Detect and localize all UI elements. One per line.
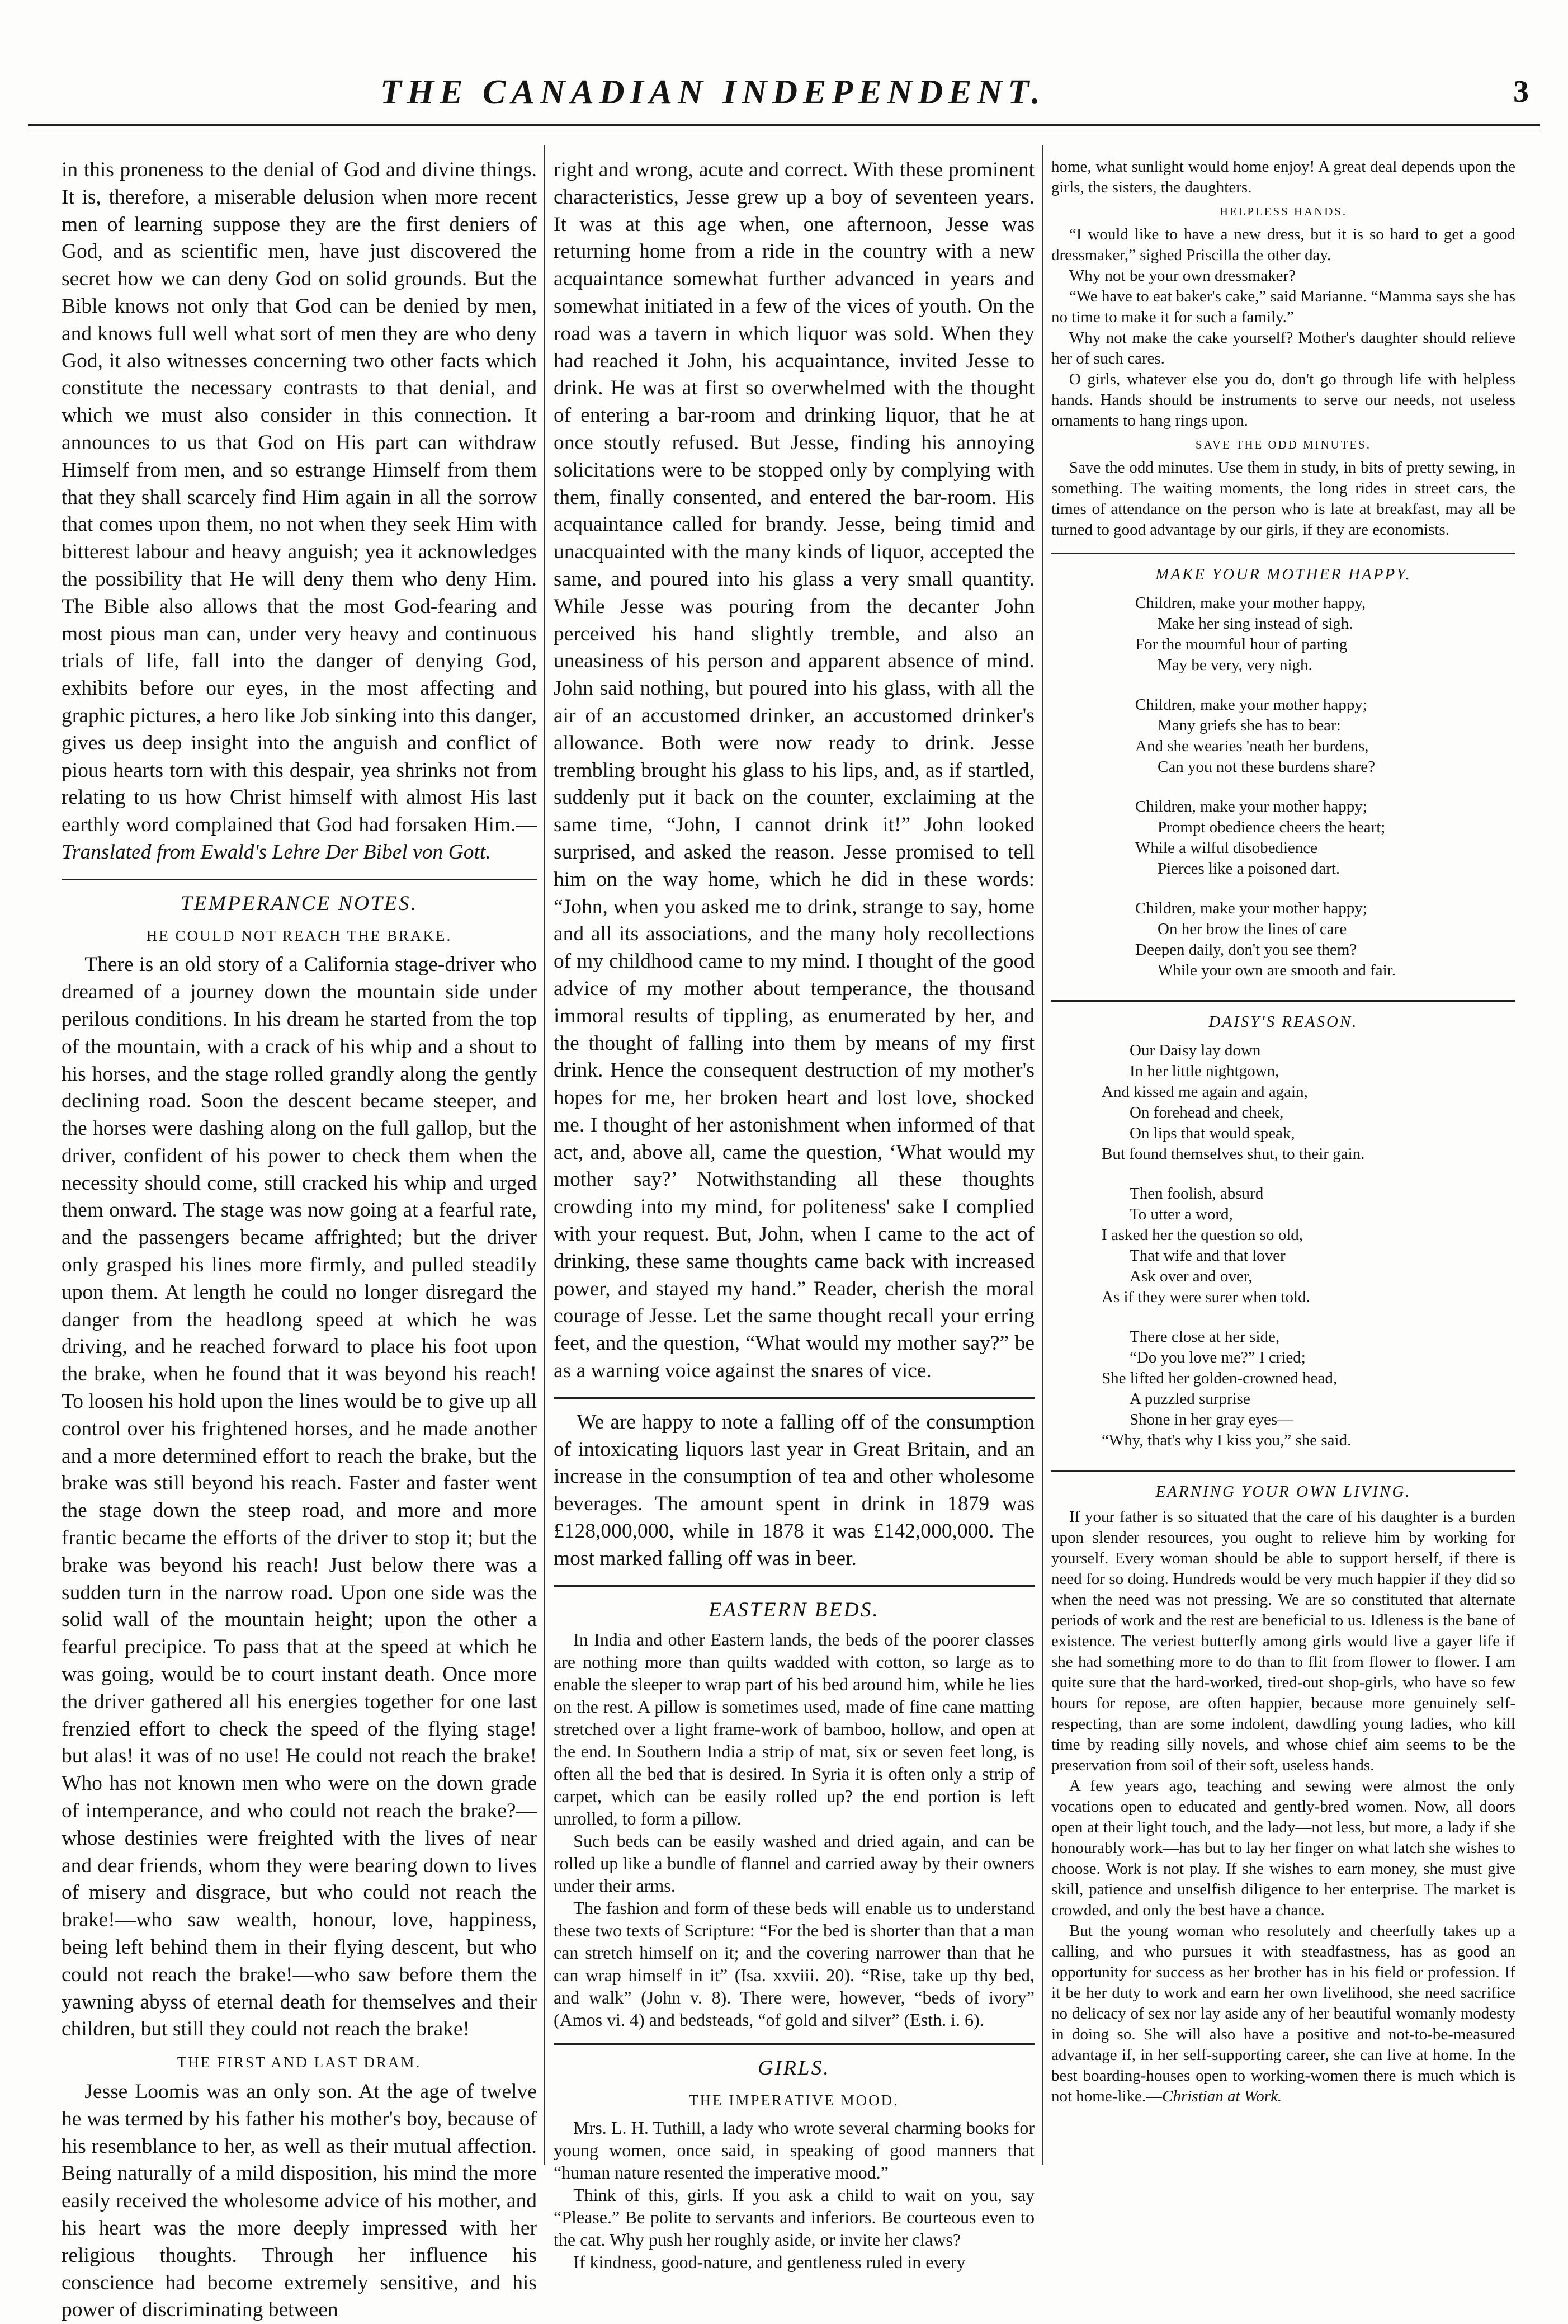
poem-line: She lifted her golden-crowned head, bbox=[1102, 1369, 1338, 1387]
article-title: HELPLESS HANDS. bbox=[1219, 205, 1348, 218]
article-paragraph: If your father is so situated that the care of his daughter is a burden upon slender resources, you ought to relieve him by working for yourself. Every woman should be able to support herself, if there is need for so doing. Hundreds would be very much happier if they did so when the need was not pressing. We are so constituted that alternate periods of work and the rest are beneficial to us. Idleness is the bane of existence. The veriest butterfly among girls would live a gayer life if she had something more to do than to flit from flower to flower. I am quite sure that the hard-worked, tired-out shop-girls, who have so few hours for repose, are often happier, because more genuinely self-respecting, than are some indolent, dawdling young ladies, who kill time by reading silly novels, and whose chief aim seems to be the preservation from soil of their soft, useless hands. bbox=[1051, 1508, 1515, 1774]
poem-line: On forehead and cheek, bbox=[1130, 1104, 1284, 1121]
page-header bbox=[28, 73, 1540, 134]
article-paragraph bbox=[62, 157, 537, 866]
section-title: MAKE YOUR MOTHER HAPPY. bbox=[1155, 565, 1411, 583]
section-title: EASTERN BEDS. bbox=[709, 1598, 880, 1621]
section-divider bbox=[554, 1397, 1035, 1399]
poem-line: As if they were surer when told. bbox=[1102, 1288, 1310, 1306]
article-paragraph: Think of this, girls. If you ask a child to wait on you, say “Please.” Be polite to servants and inferiors. Be courteous even to the cat. Why push her roughly aside, or invite her claws? bbox=[554, 2185, 1035, 2250]
poem-line: While your own are smooth and fair. bbox=[1158, 961, 1396, 979]
poem-stanza bbox=[1051, 1184, 1515, 1308]
poem-line: Children, make your mother happy; bbox=[1135, 798, 1367, 815]
poem-line: “Do you love me?” I cried; bbox=[1130, 1349, 1306, 1366]
article-title: HE COULD NOT REACH THE BRAKE. bbox=[146, 927, 452, 944]
article-paragraph: Mrs. L. H. Tuthill, a lady who wrote several charming books for young women, once said, in speaking of good manners that “human nature resented the imperative mood.” bbox=[554, 2118, 1035, 2183]
article-title: SAVE THE ODD MINUTES. bbox=[1196, 438, 1371, 451]
page-number: 3 bbox=[1513, 74, 1529, 109]
article-paragraph: We are happy to note a falling off of the consumption of intoxicating liquors last year in Great Britain, and an increase in the consumption of tea and other wholesome beverages. The amount spent in drink in 1879 was £128,000,000, while in 1878 it was £142,000,000. The most marked falling off was in beer. bbox=[554, 1410, 1035, 1570]
poem-make-your-mother-happy bbox=[1051, 593, 1515, 981]
poem-line: Pierces like a poisoned dart. bbox=[1158, 860, 1340, 878]
poem-line: For the mournful hour of parting bbox=[1135, 635, 1348, 653]
section-divider bbox=[554, 1585, 1035, 1587]
column-1 bbox=[62, 157, 537, 2322]
article-paragraph: The fashion and form of these beds will enable us to understand these two texts of Scripture: “For the bed is shorter than that a man can stretch himself on it; and the covering narrower than that he can wrap himself in it” (Isa. xxviii. 20). “Rise, take up thy bed, and walk” (John v. 8). There were, however, “beds of ivory” (Amos vi. 4) and bedsteads, “of gold and silver” (Esth. i. 6). bbox=[554, 1898, 1035, 2030]
poem-line: While a wilful disobedience bbox=[1135, 839, 1318, 857]
article-paragraph: Jesse Loomis was an only son. At the age of twelve he was termed by his father his mother's boy, because of his resemblance to her, as well as their mutual affection. Being naturally of a mild disposition, his mind the more easily received the wholesome advice of his mother, and his heart was the more deeply impressed with her religious thoughts. Through her influence his conscience had become extremely sensitive, and his power of discriminating between bbox=[62, 2080, 537, 2322]
poem-line: But found themselves shut, to their gain. bbox=[1102, 1145, 1365, 1163]
article-title: THE FIRST AND LAST DRAM. bbox=[177, 2054, 422, 2071]
poem-line: A puzzled surprise bbox=[1130, 1390, 1250, 1408]
section-divider bbox=[554, 2043, 1035, 2045]
column-divider bbox=[1042, 145, 1043, 2165]
poem-line: Our Daisy lay down bbox=[1130, 1041, 1261, 1059]
poem-line: May be very, very nigh. bbox=[1158, 656, 1312, 674]
poem-line: Then foolish, absurd bbox=[1130, 1185, 1264, 1203]
poem-line: Many griefs she has to bear: bbox=[1158, 716, 1341, 734]
poem-line: And kissed me again and again, bbox=[1102, 1083, 1308, 1101]
header-rule bbox=[28, 124, 1540, 126]
article-title: THE IMPERATIVE MOOD. bbox=[689, 2092, 899, 2109]
poem-line: Can you not these burdens share? bbox=[1158, 758, 1375, 776]
article-paragraph: Why not make the cake yourself? Mother's daughter should relieve her of such cares. bbox=[1051, 329, 1515, 367]
article-paragraph: Save the odd minutes. Use them in study, in bits of pretty sewing, in something. The waiting moments, the long rides in street cars, the times of attendance on the person who is late at breakfast, may all be turned to good advantage by our girls, if they are economists. bbox=[1051, 459, 1515, 539]
article-paragraph: right and wrong, acute and correct. With these prominent characteristics, Jesse grew up a boy of seventeen years. It was at this age when, one afternoon, Jesse was returning home from a ride in the country with a new acquaintance somewhat further advanced in years and somewhat initiated in a few of the vices of youth. On the road was a tavern in which liquor was sold. When they had reached it John, his acquaintance, invited Jesse to drink. He was at first so overwhelmed with the thought of entering a bar-room and drinking liquor, that he at once stoutly refused. But Jesse, finding his annoying solicitations were to be stopped only by complying with them, finally consented, and entered the bar-room. His acquaintance called for brandy. Jesse, being timid and unacquainted with the many kinds of liquor, accepted the same, and poured into his glass a very small quantity. While Jesse was pouring from the decanter John perceived his hand slightly tremble, and also an uneasiness of his person and apparent absence of mind. John said nothing, but poured into his glass, with all the air of an accustomed drinker, an accustomed drinker's allowance. Both were now ready to drink. Jesse trembling brought his glass to his lips, and, as if startled, suddenly put it back on the counter, exclaiming at the same time, “John, I cannot drink it!” John looked surprised, and asked the reason. Jesse promised to tell him on the way home, which he did in these words: “John, when you asked me to drink, strange to say, home and all its associations, and the many holy recollections of my childhood came to my mind. I thought of the good advice of my mother about temperance, the thousand immoral results of tippling, as enumerated by her, and the thought of falling into them by means of my first drink. Hence the consequent destruction of my mother's hopes for me, her broken heart and lost love, shocked me. I thought of her astonishment when informed of that act, and, above all, came the question, ‘What would my mother say?’ Notwithstanding all these thoughts crowding into my mind, for politeness' sake I complied with your request. But, John, when I came to the act of drinking, these same thoughts came back with increased power, and stayed my hand.” Reader, cherish the moral courage of Jesse. Let the same thought recall your erring feet, and the question, “What would my mother say?” be as a warning voice against the snares of vice. bbox=[554, 158, 1035, 1383]
article-paragraph: Why not be your own dressmaker? bbox=[1069, 267, 1296, 285]
article-paragraph: In India and other Eastern lands, the beds of the poorer classes are nothing more than quilts wadded with cotton, so large as to enable the sleeper to wrap part of his bed around him, while he lies on the rest. A pillow is sometimes used, made of fine cane matting stretched over a light frame-work of bamboo, hollow, and open at the end. In Southern India a strip of mat, six or seven feet long, is often all the bed that is desired. In Syria it is often only a strip of carpet, which can be easily rolled up? the end portion is left unrolled, to form a pillow. bbox=[554, 1629, 1035, 1829]
poem-line: Shone in her gray eyes— bbox=[1130, 1411, 1294, 1429]
article-text: But the young woman who resolutely and cheerfully takes up a calling, and who pursues it with steadfastness, has as good an opportunity for success as her brother has in his field or profession. If it be her duty to work and earn her own livelihood, she need sacrifice no delicacy of sex nor lay aside any of her beautiful womanly modesty in doing so. She will also have a positive and not-to-be-measured advantage if, in her self-supporting career, she can live at home. In the best boarding-houses open to working-women there is much which is not home-like.— bbox=[1051, 1922, 1515, 2105]
article-paragraph: “We have to eat baker's cake,” said Marianne. “Mamma says she has no time to make it for such a family.” bbox=[1051, 287, 1515, 326]
column-3 bbox=[1051, 157, 1515, 2165]
poem-line: That wife and that lover bbox=[1130, 1247, 1286, 1265]
section-title: TEMPERANCE NOTES. bbox=[181, 892, 418, 915]
poem-stanza bbox=[1051, 593, 1515, 676]
column-2 bbox=[554, 157, 1035, 2273]
poem-line: Children, make your mother happy, bbox=[1135, 594, 1366, 612]
section-divider bbox=[62, 879, 537, 880]
section-divider bbox=[1051, 1470, 1515, 1472]
poem-line: Prompt obedience cheers the heart; bbox=[1158, 818, 1386, 836]
poem-line: Make her sing instead of sigh. bbox=[1158, 615, 1353, 633]
section-divider bbox=[1051, 553, 1515, 554]
poem-stanza bbox=[1051, 695, 1515, 777]
article-citation: Translated from Ewald's Lehre Der Bibel von Gott. bbox=[62, 840, 491, 864]
newspaper-title: THE CANADIAN INDEPENDENT. bbox=[380, 73, 1046, 111]
article-paragraph: If kindness, good-nature, and gentleness ruled in every bbox=[573, 2252, 966, 2273]
section-title: DAISY'S REASON. bbox=[1208, 1013, 1358, 1031]
poem-line: “Why, that's why I kiss you,” she said. bbox=[1102, 1431, 1352, 1449]
poem-line: On lips that would speak, bbox=[1130, 1124, 1295, 1142]
poem-stanza bbox=[1051, 898, 1515, 981]
section-divider bbox=[1051, 1000, 1515, 1002]
poem-line: And she wearies 'neath her burdens, bbox=[1135, 737, 1369, 755]
poem-line: On her brow the lines of care bbox=[1158, 920, 1347, 938]
article-paragraph: home, what sunlight would home enjoy! A great deal depends upon the girls, the sisters, the daughters. bbox=[1051, 158, 1515, 196]
poem-line: I asked her the question so old, bbox=[1102, 1226, 1303, 1244]
article-paragraph bbox=[1051, 1921, 1515, 2107]
section-title: EARNING YOUR OWN LIVING. bbox=[1155, 1483, 1411, 1501]
poem-line: Children, make your mother happy; bbox=[1135, 696, 1367, 714]
poem-line: There close at her side, bbox=[1130, 1328, 1280, 1346]
poem-daisys-reason bbox=[1051, 1040, 1515, 1451]
article-citation: Christian at Work. bbox=[1162, 2087, 1282, 2105]
poem-line: In her little nightgown, bbox=[1130, 1062, 1279, 1080]
section-title: GIRLS. bbox=[758, 2057, 830, 2080]
poem-stanza bbox=[1051, 1327, 1515, 1451]
poem-line: To utter a word, bbox=[1130, 1205, 1233, 1223]
article-paragraph: “I would like to have a new dress, but it is so hard to get a good dressmaker,” sighed Priscilla the other day. bbox=[1051, 225, 1515, 264]
poem-stanza bbox=[1051, 1040, 1515, 1165]
article-paragraph: A few years ago, teaching and sewing were almost the only vocations open to educated and gently-bred women. Now, all doors open at their light touch, and the lady—not less, but more, a lady if she honourably work—has but to lay her finger on what latch she wishes to choose. Work is not play. If she wishes to earn money, she must give skill, patience and unselfish diligence to her enterprise. The market is crowded, and only the best have a chance. bbox=[1051, 1777, 1515, 1919]
poem-line: Ask over and over, bbox=[1130, 1267, 1253, 1285]
poem-stanza bbox=[1051, 796, 1515, 879]
poem-line: Children, make your mother happy; bbox=[1135, 899, 1367, 917]
article-text: in this proneness to the denial of God and divine things. It is, therefore, a miserable delusion when more recent men of learning suppose they are the first deniers of God, and as scientific men, have just discovered the secret how we can deny God on solid grounds. But the Bible knows not only that God can be denied by men, and knows full well what sort of men they are who deny God, it also witnesses concerning two other facts which constitute the necessary contrasts to that denial, and which we must also consider in this connection. It announces to us that God on His part can withdraw Himself from men, and so estrange Himself from them that they shall scarcely find Him again in all the sorrow that comes upon them, no not when they seek Him with bitterest labour and heavy anguish; yea it acknowledges the possibility that He will deny them who deny Him. The Bible also allows that the most God-fearing and most pious man can, under very heavy and continuous trials of life, fall into the danger of denying God, exhibits before our eyes, in the most affecting and graphic pictures, a hero like Job sinking into this danger, gives us deep insight into the anguish and conflict of pious hearts torn with this despair, yea shrinks not from relating to us how Christ himself with almost His last earthly word complained that God had forsaken Him.— bbox=[62, 158, 537, 837]
poem-line: Deepen daily, don't you see them? bbox=[1135, 941, 1357, 959]
column-divider bbox=[544, 145, 545, 2165]
article-paragraph: There is an old story of a California stage-driver who dreamed of a journey down the mountain side under perilous conditions. In his dream he started from the top of the mountain, with a crack of his whip and a shout to his horses, and the stage rolled grandly along the gently declining road. Soon the descent became steeper, and the horses were dashing along on the full gallop, but the driver, confident of his power to check them when the necessity should come, still cracked his whip and urged them onward. The stage was now going at a fearful rate, and the passengers became affrighted; but the driver only grasped his lines more firmly, and pulled steadily upon them. At length he could no longer disregard the danger from the headlong speed at which he was driving, and he reached forward to place his foot upon the brake, when he found that it was beyond his reach! To loosen his hold upon the lines would be to give up all control over his frightened horses, and he made another and a more determined effort to reach the brake, but the brake was still beyond his reach. Faster and faster went the stage down the steep road, and more and more frantic became the efforts of the driver to stop it; but the brake was beyond his reach! Just below there was a sudden turn in the narrow road. Upon one side was the solid wall of the mountain height; upon the other a fearful precipice. To pass that at the speed at which he was going, would be to court instant death. Once more the driver gathered all his energies together for one last frenzied effort to check the speed of the flying stage! but alas! it was of no use! He could not reach the brake! Who has not known men who were on the down grade of intemperance, and who could not reach the brake?—whose destinies were freighted with the lives of near and dear friends, whom they were bearing down to lives of misery and disgrace, but who could not reach the brake!—who saw wealth, honour, love, happiness, being left behind them in their flying descent, but who could not reach the brake!—who saw before them the yawning abyss of eternal death for themselves and their children, but still they could not reach the brake! bbox=[62, 953, 537, 2041]
article-paragraph: Such beds can be easily washed and dried again, and can be rolled up like a bundle of flannel and carried away by their owners under their arms. bbox=[554, 1831, 1035, 1896]
article-paragraph: O girls, whatever else you do, don't go through life with helpless hands. Hands should be instruments to serve our needs, not useless ornaments to hang rings upon. bbox=[1051, 370, 1515, 430]
